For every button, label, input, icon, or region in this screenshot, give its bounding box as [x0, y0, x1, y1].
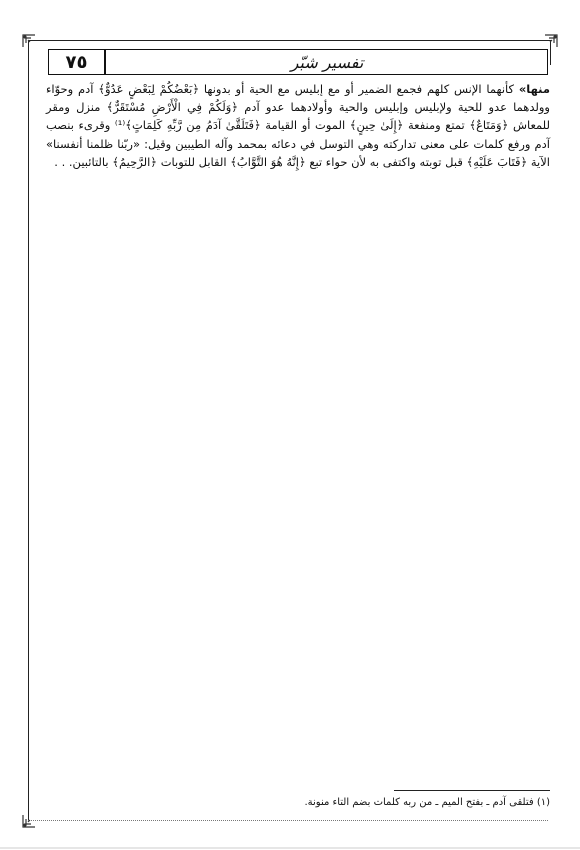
- frame-left-line: [28, 40, 29, 820]
- corner-ornament-top-left-icon: [21, 33, 37, 49]
- frame-top-line: [28, 40, 550, 41]
- footnote: (١) فتلقى آدم ـ بفتح الميم ـ من ربه كلمات بضم التاء منونة.: [304, 797, 550, 808]
- body-paragraph: [46, 80, 550, 171]
- frame-bottom-line: [28, 820, 548, 821]
- paragraph-text: كأنهما الإنس كلهم فجمع الضمير أو مع إبليس مع الحية أو بدونها ﴿بَعْضُكُمْ لِبَعْضٍ عَدُوٌّ﴾ آدم وحوّاء وولدهما عدو للحية ولإبليس وإبليس والحية وأولادهما عدو آدم ﴿وَلَكُمْ فِي الْأَرْضِ مُسْتَقَرٌّ﴾ منزل ومقر للمعاش ﴿وَمَتَاعٌ﴾ تمتع ومنفعة ﴿إِلَىٰ حِينٍ﴾ الموت أو القيامة ﴿فَتَلَقَّىٰ آدَمُ مِن رَّبِّهِ كَلِمَاتٍ﴾⁽¹⁾ وقرىء بنصب آدم ورفع كلمات على معنى تداركته وهي التوسل في دعائه بمحمد وآله الطيبين وقيل: «ربّنا ظلمنا أنفسنا» الآية ﴿فَتَابَ عَلَيْهِ﴾ قبل توبته واكتفى به لأن حواء تبع ﴿إِنَّهُ هُوَ التَّوَّابُ﴾ القابل للتوبات ﴿الرَّحِيمُ﴾ بالتائبين. . .: [46, 82, 550, 169]
- paragraph-lead: منها»: [518, 82, 550, 96]
- page-number-box: [48, 49, 106, 75]
- corner-ornament-top-right-icon: [543, 33, 559, 49]
- running-title: تفسير شبّر: [290, 52, 364, 72]
- page-number: ٧٥: [65, 51, 88, 73]
- bottom-decoration: [0, 832, 580, 850]
- corner-ornament-bottom-left-icon: [21, 813, 37, 829]
- footnote-separator: [394, 790, 550, 791]
